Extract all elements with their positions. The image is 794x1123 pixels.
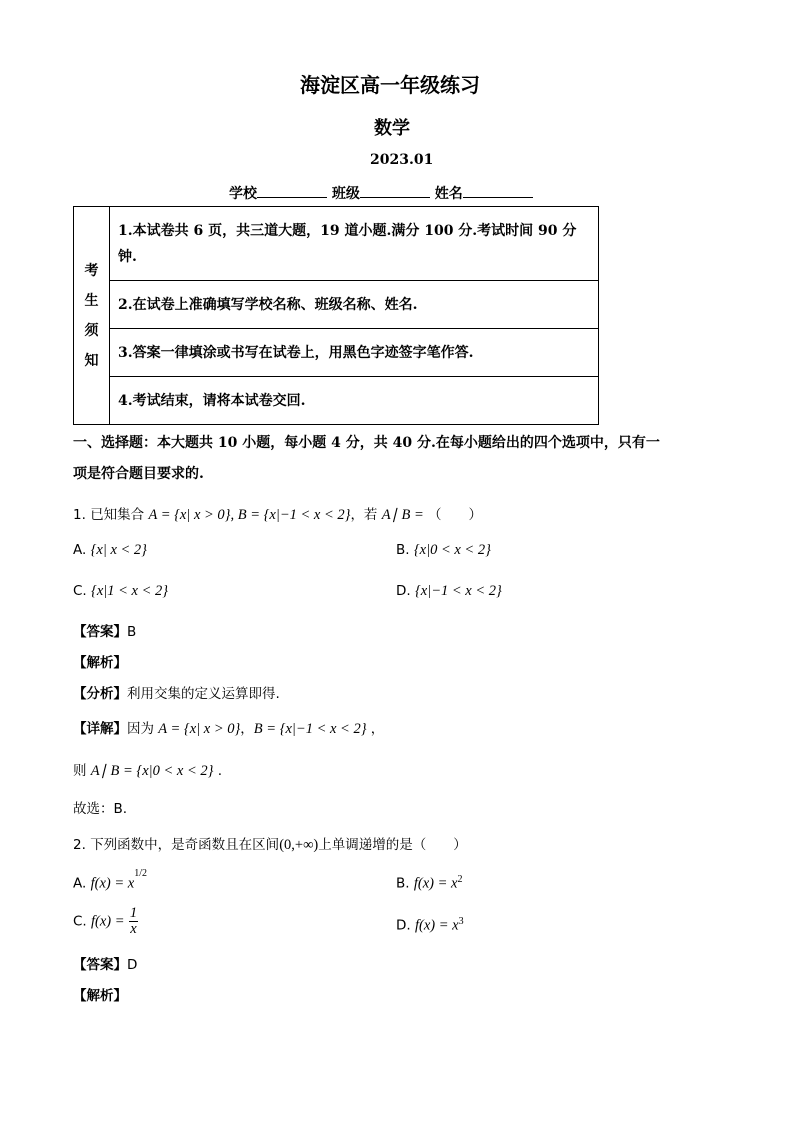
math-expression: A∣ B = [381,507,424,523]
detail-tag: 【详解】 [73,721,127,737]
question-text: （ ） [428,507,483,523]
math-expression: A = {x| x > 0} [158,721,241,737]
q1-answer [73,620,136,640]
notice-item-3: 3.答案一律填涂或书写在试卷上，用黑色字迹签字笔作答. [110,329,599,377]
option-text: f(x) = x [90,875,135,892]
answer-value: D [127,957,138,973]
detail-text: ， [240,721,254,737]
notice-side-char: 知 [84,352,99,369]
option-label: B. [396,542,410,558]
q1-option-a[interactable] [73,542,147,559]
q2-option-b[interactable] [396,874,462,893]
math-expression: A∣ B = {x|0 < x < 2} [90,763,214,779]
option-label: A. [73,875,87,892]
answer-tag: 【答案】 [73,624,127,640]
q2-answer [73,953,137,973]
math-expression: (0,+∞) [279,837,319,853]
option-label: B. [396,875,410,892]
q2-analysis-tag: 【解析】 [73,988,127,1004]
conclusion-end: . [217,763,223,779]
option-exponent: 2 [457,874,463,885]
option-exponent: 1/2 [134,868,147,879]
question-text: ，若 [350,507,378,523]
q1-conclusion [73,759,222,780]
math-expression: B = {x|−1 < x < 2} [253,721,367,737]
question-1-stem [73,503,482,524]
option-text: {x|−1 < x < 2} [414,583,502,599]
fenxi-text: 利用交集的定义运算即得. [127,686,280,702]
option-text: f(x) = x [413,875,458,892]
detail-text: ， [370,721,385,737]
question-number: 2. [73,837,86,853]
math-expression: A = {x| x > 0}, B = {x|−1 < x < 2} [148,507,351,523]
question-text: 已知集合 [90,507,145,523]
name-blank[interactable] [463,182,533,198]
notice-item-2: 2.在试卷上准确填写学校名称、班级名称、姓名. [110,281,599,329]
section-heading-line-1: 一、选择题：本大题共 10 小题，每小题 4 分，共 40 分.在每小题给出的四个选项中，只有一 [73,435,660,451]
fraction-numerator: 1 [129,905,138,921]
q1-fenxi [73,682,280,702]
q2-option-c[interactable] [73,906,138,937]
option-exponent: 3 [458,916,464,927]
q1-option-c[interactable] [73,583,168,600]
option-text: f(x) = [91,913,125,930]
exam-title: 海淀区高一年级练习 [300,73,480,97]
notice-side-char: 须 [84,322,99,339]
question-text: 下列函数中，是奇函数且在区间 [90,837,280,853]
notice-row [74,377,599,425]
option-label: D. [396,917,411,934]
name-label: 姓名 [434,186,463,202]
school-label: 学校 [229,186,257,202]
class-blank[interactable] [360,182,430,198]
option-label: C. [73,583,87,599]
answer-tag: 【答案】 [73,957,127,973]
fraction [129,906,138,937]
q1-choose: 故选：B. [73,801,128,817]
option-label: A. [73,542,87,558]
option-text: f(x) = x [414,917,459,934]
option-label: D. [396,583,411,599]
q1-option-b[interactable] [396,542,491,559]
notice-side-char: 考 [84,262,99,279]
question-2-stem [73,833,467,854]
notice-side-char: 生 [84,292,99,309]
class-label: 班级 [331,186,360,202]
option-label: C. [73,913,87,930]
option-text: {x|0 < x < 2} [413,542,491,558]
question-number: 1. [73,507,86,523]
notice-row [74,207,599,281]
q1-detail [73,717,384,738]
section-heading-line-2: 项是符合题目要求的. [73,466,204,482]
q1-analysis-tag: 【解析】 [73,655,127,671]
q2-option-a[interactable] [73,868,147,893]
student-info-line [229,182,533,203]
answer-value: B [127,624,137,640]
q1-option-d[interactable] [396,583,502,600]
subject-title: 数学 [374,118,410,139]
q2-option-d[interactable] [396,916,464,935]
fraction-denominator: x [130,921,137,937]
fenxi-tag: 【分析】 [73,686,127,702]
exam-date: 2023.01 [370,152,434,168]
exam-notice-table [73,206,599,425]
notice-item-1: 1.本试卷共 6 页，共三道大题，19 道小题.满分 100 分.考试时间 90 分钟. [110,207,599,281]
option-text: {x| x < 2} [90,542,147,558]
option-text: {x|1 < x < 2} [91,583,169,599]
notice-side-label [74,207,110,425]
school-blank[interactable] [257,182,327,198]
notice-row [74,329,599,377]
conclusion-lead: 则 [73,763,87,779]
question-text: 上单调递增的是（ ） [318,837,467,853]
notice-item-4: 4.考试结束，请将本试卷交回. [110,377,599,425]
detail-text: 因为 [127,721,154,737]
notice-row [74,281,599,329]
